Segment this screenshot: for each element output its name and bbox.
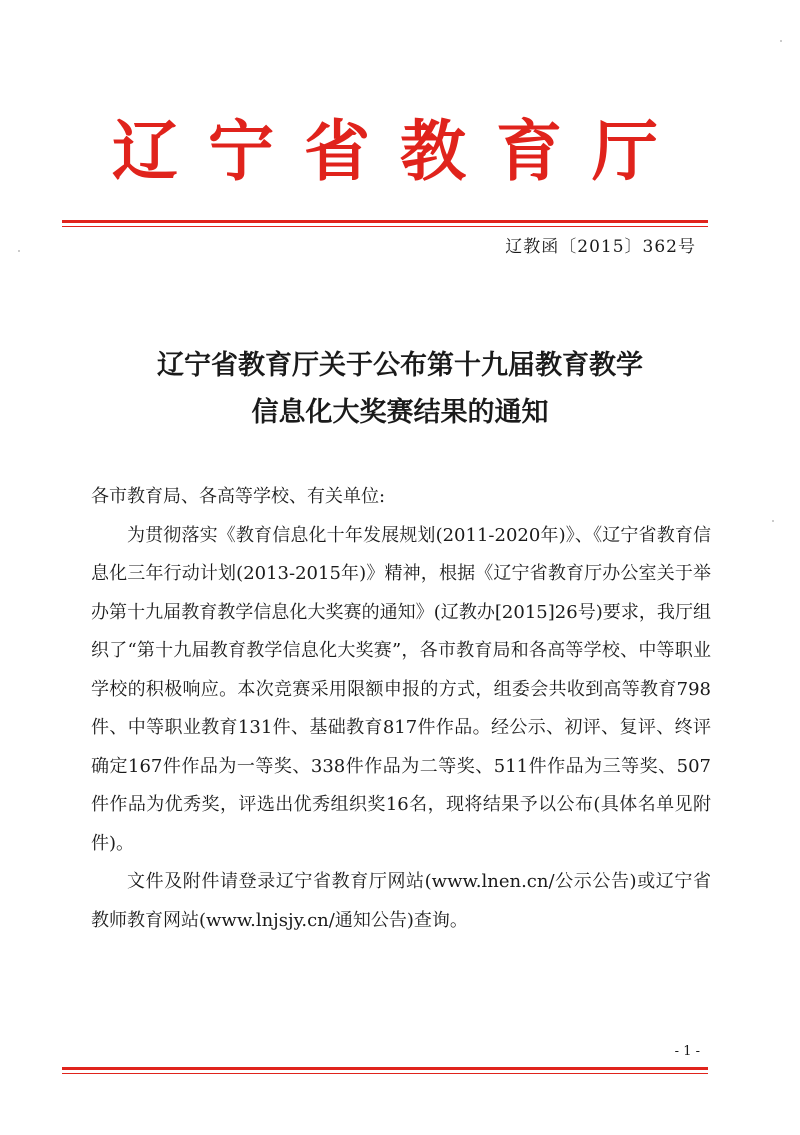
document-title	[0, 342, 800, 436]
document-body	[91, 478, 711, 940]
page-number: - 1 -	[674, 1044, 700, 1059]
document-title-line-1: 辽宁省教育厅关于公布第十九届教育教学	[157, 350, 643, 381]
body-paragraph: 文件及附件请登录辽宁省教育厅网站(www.lnen.cn/公示公告)或辽宁省教师教育网站(www.lnjsjy.cn/通知公告)查询。	[91, 871, 711, 931]
letterhead-red-rule	[62, 220, 708, 227]
document-title-line-2: 信息化大奖赛结果的通知	[251, 397, 549, 428]
body-paragraph: 为贯彻落实《教育信息化十年发展规划(2011-2020年)》、《辽宁省教育信息化三年行动计划(2013-2015年)》精神，根据《辽宁省教育厅办公室关于举办第十九届教育教学信息化大奖赛的通知》(辽教办[2015]26号)要求，我厅组织了“第十九届教育教学信息化大奖赛”，各市教育局和各高等学校、中等职业学校的积极响应。本次竞赛采用限额申报的方式，组委会共收到高等教育798件、中等职业教育131件、基础教育817件作品。经公示、初评、复评、终评确定167件作品为一等奖、338件作品为二等奖、511件作品为三等奖、507件作品为优秀奖，评选出优秀组织奖16名，现将结果予以公布(具体名单见附件)。	[91, 524, 711, 854]
footer-red-rule	[62, 1067, 708, 1074]
scan-speck	[18, 250, 20, 252]
scan-speck	[780, 40, 782, 42]
document-number: 辽教函〔2015〕362号	[505, 237, 696, 257]
salutation: 各市教育局、各高等学校、有关单位:	[91, 486, 386, 507]
scan-speck	[772, 520, 774, 522]
letterhead-title: 辽宁省教育厅	[112, 113, 688, 190]
